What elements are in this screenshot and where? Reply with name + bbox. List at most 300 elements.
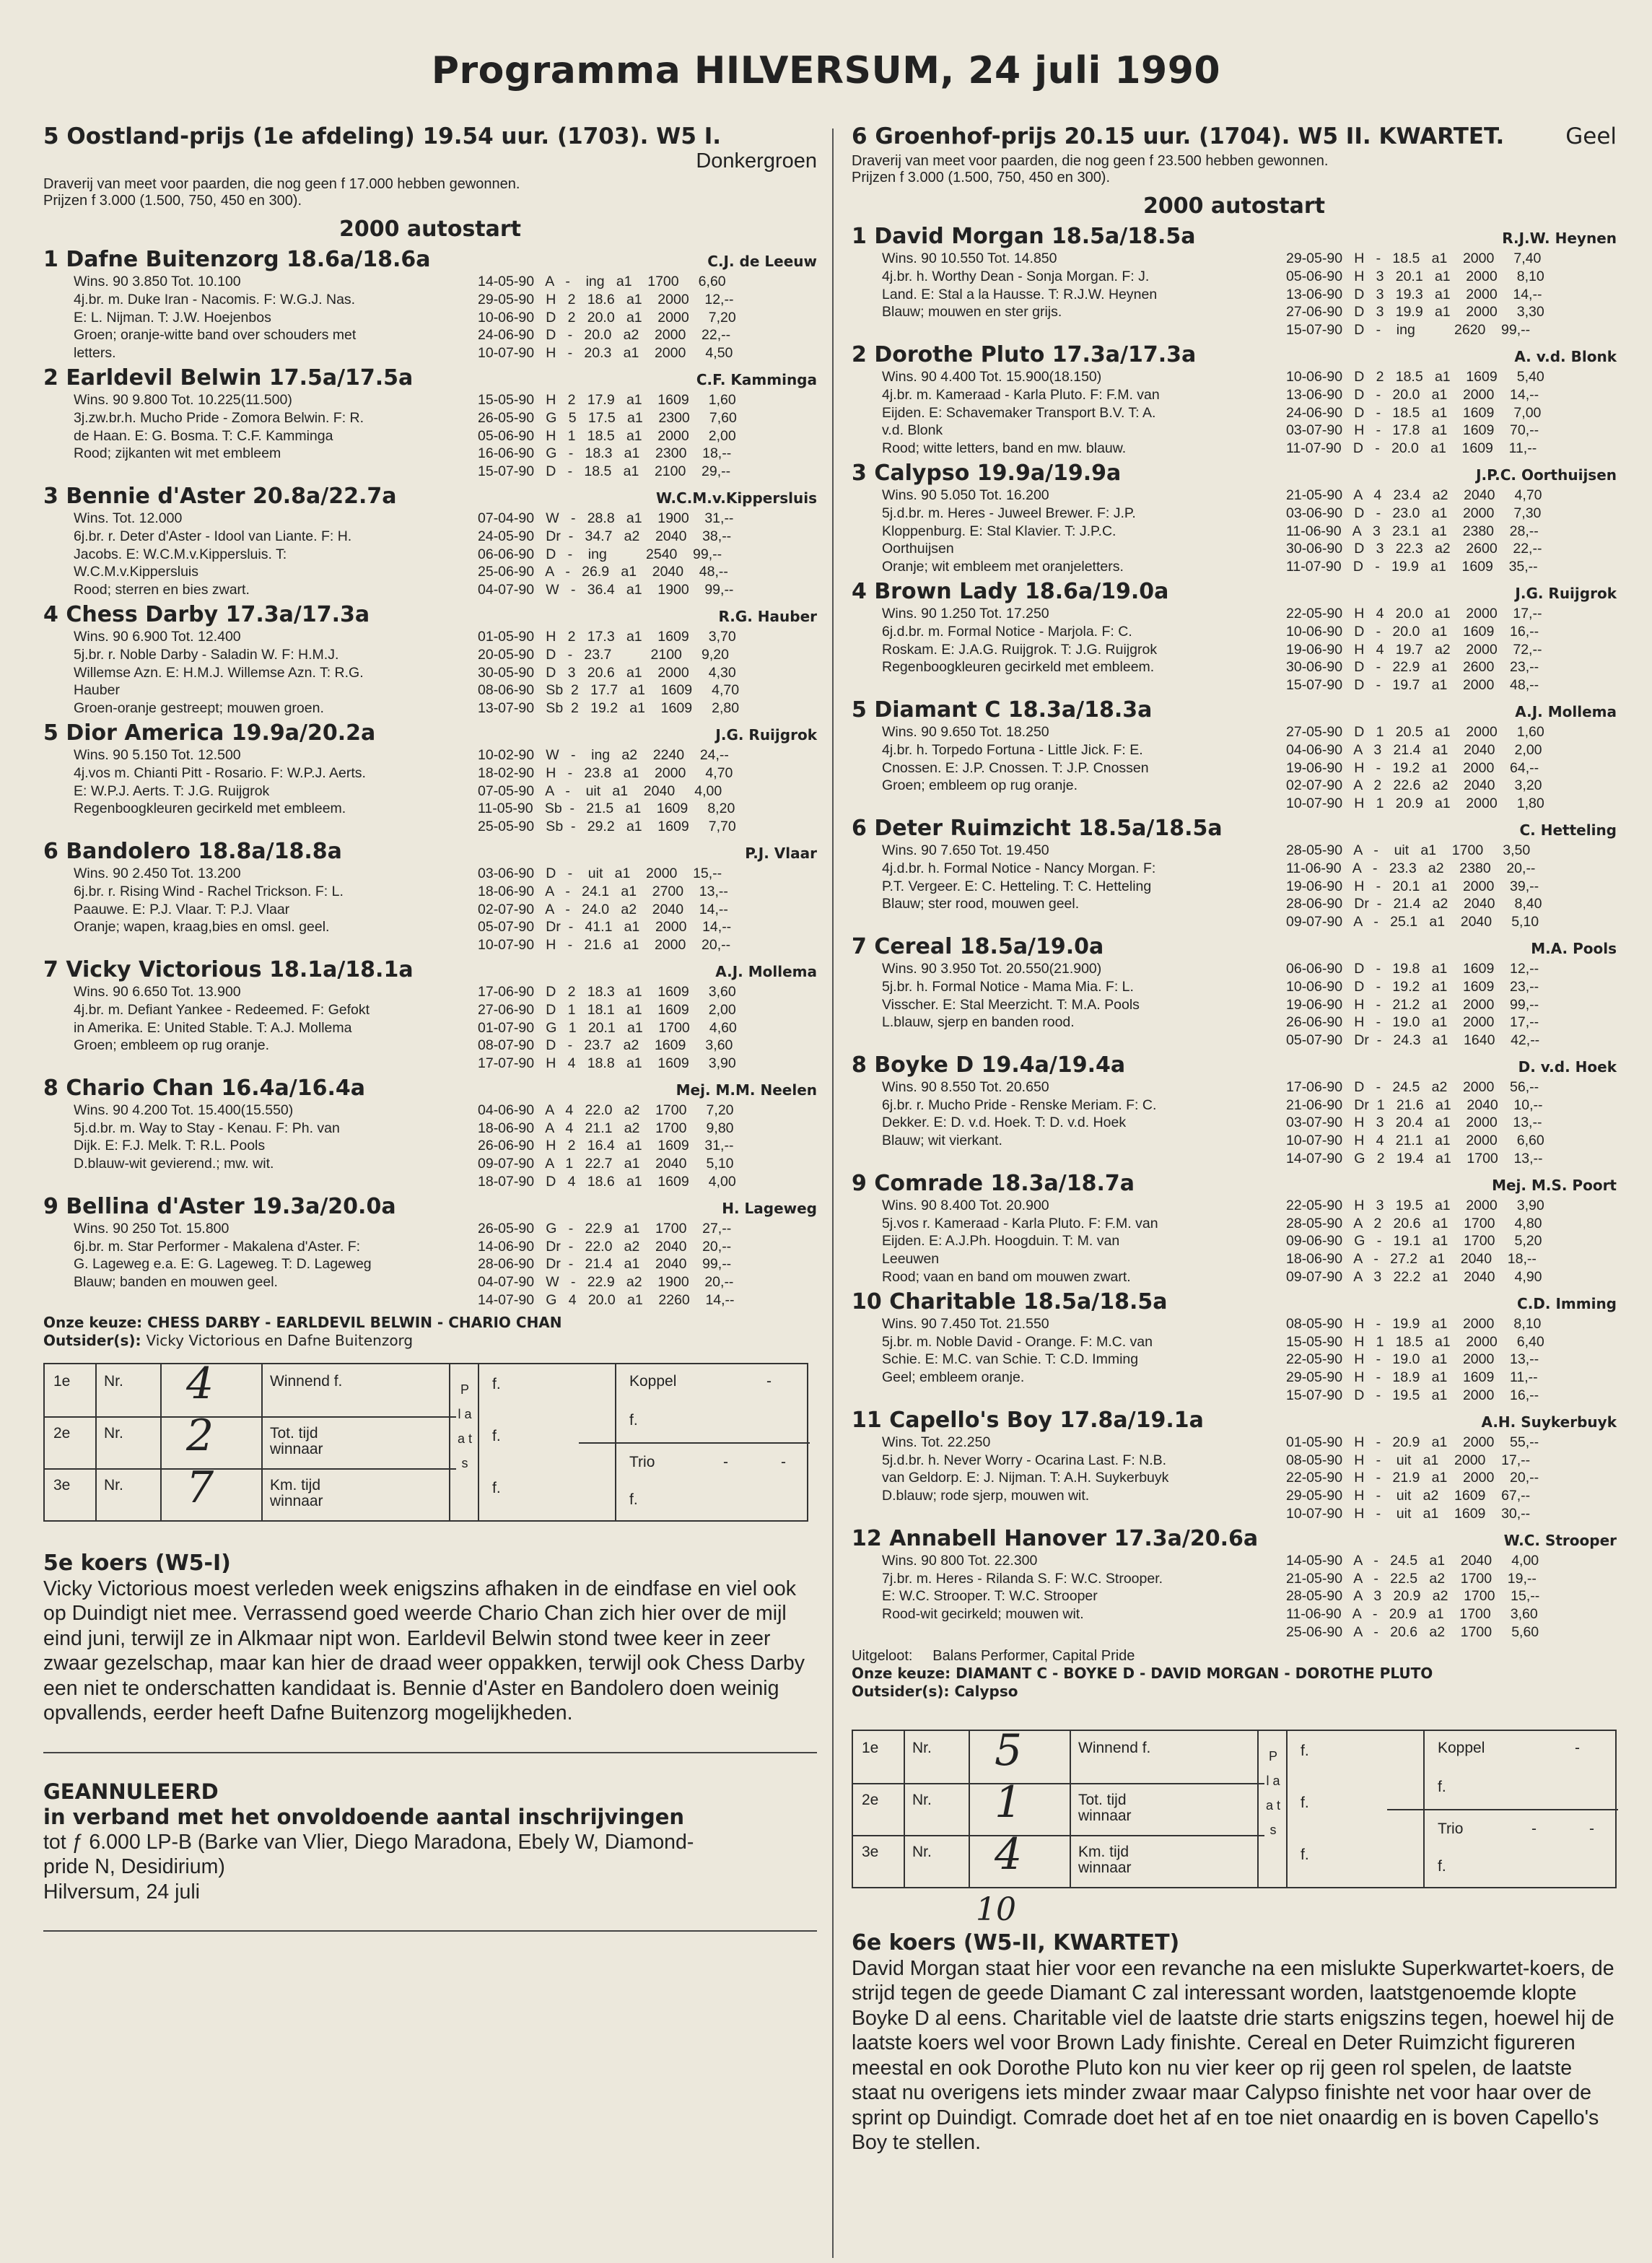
race6-keuze: Onze keuze: DIAMANT C - BOYKE D - DAVID MORGAN - DOROTHE PLUTO: [852, 1664, 1433, 1682]
horse-info-line: 4j.br. h. Torpedo Fortuna - Little Jick. F: E.: [882, 741, 1143, 758]
horse-result-line: 19-06-90 H - 20.1 a1 2000 39,--: [1286, 878, 1539, 894]
horse-result-line: 30-06-90 D - 22.9 a1 2600 23,--: [1286, 659, 1539, 676]
horse-result-line: 08-05-90 H - uit a1 2000 17,--: [1286, 1452, 1531, 1468]
horse-trainer: A.J. Mollema: [1515, 702, 1617, 720]
koers5-title: 5e koers (W5-I): [43, 1550, 231, 1576]
koppel-amount: f.: [1438, 1778, 1446, 1795]
table-rule: [969, 1731, 970, 1887]
horse-info-line: 4j.br. m. Kameraad - Karla Pluto. F: F.M. van: [882, 386, 1160, 403]
horse-result-line: 22-05-90 H 4 20.0 a1 2000 17,--: [1286, 605, 1542, 622]
horse-trainer: D. v.d. Hoek: [1518, 1058, 1617, 1076]
horse-result-line: 15-07-90 D - ing 2620 99,--: [1286, 322, 1531, 339]
table-rule: [579, 1442, 810, 1444]
horse-info: [882, 605, 1286, 694]
horse-info-line: Geel; embleem oranje.: [882, 1369, 1025, 1386]
horse-result-line: 18-07-90 D 4 18.6 a1 1609 4,00: [478, 1174, 736, 1190]
horse-info-line: Wins. 90 6.900 Tot. 12.400: [74, 628, 241, 645]
horse-name: 2 Dorothe Pluto 17.3a/17.3a: [852, 341, 1197, 367]
table-rule: [45, 1416, 456, 1418]
horse-info: [882, 960, 1286, 1050]
horse-result-line: 10-06-90 D - 19.2 a1 1609 23,--: [1286, 978, 1539, 995]
table-rule: [615, 1364, 616, 1520]
horse-info-line: Regenboogkleuren gecirkeld met embleem.: [882, 659, 1155, 676]
horse-result-line: 29-05-90 H - 18.5 a1 2000 7,40: [1286, 250, 1542, 266]
horse-info: [882, 1552, 1286, 1641]
horse-entry: [43, 1194, 817, 1309]
horse-info: [882, 1078, 1286, 1168]
horse-result-line: 28-06-90 Dr - 21.4 a2 2040 8,40: [1286, 896, 1542, 912]
winnaar-label: winnaar: [270, 1440, 323, 1457]
horse-results: [1286, 1315, 1617, 1405]
horse-info-line: 6j.br. r. Deter d'Aster - Idool van Liante. F: H.: [74, 528, 352, 544]
table-rule: [160, 1364, 162, 1520]
nr-label: Nr.: [912, 1843, 932, 1860]
horse-name: 8 Chario Chan 16.4a/16.4a: [43, 1075, 365, 1101]
horse-trainer: A.J. Mollema: [715, 962, 817, 980]
horse-result-line: 14-07-90 G 2 19.4 a1 1700 13,--: [1286, 1151, 1543, 1167]
horse-entry: [852, 579, 1617, 694]
table-rule: [478, 1364, 479, 1520]
horse-name: 5 Dior America 19.9a/20.2a: [43, 720, 376, 746]
race5-desc-line: Draverij van meet voor paarden, die nog geen f 17.000 hebben gewonnen.: [43, 176, 520, 192]
horse-name: 11 Capello's Boy 17.8a/19.1a: [852, 1407, 1204, 1433]
table-rule: [261, 1364, 263, 1520]
horse-info: [74, 746, 478, 836]
horse-entry: [852, 816, 1617, 931]
horse-result-line: 01-07-90 G 1 20.1 a1 1700 4,60: [478, 1019, 737, 1036]
horse-info-line: E: W.C. Strooper. T: W.C. Strooper: [882, 1588, 1098, 1605]
horse-trainer: A.H. Suykerbuyk: [1481, 1413, 1617, 1431]
horse-info-line: Wins. 90 9.800 Tot. 10.225(11.500): [74, 391, 292, 408]
horse-results: [1286, 1552, 1617, 1641]
horse-info-line: P.T. Vergeer. E: C. Hetteling. T: C. Hetteling: [882, 878, 1152, 894]
horse-info-line: Rood; vaan en band om mouwen zwart.: [882, 1269, 1131, 1286]
horse-name: 3 Calypso 19.9a/19.9a: [852, 460, 1122, 486]
race6-outsider: Outsider(s): Calypso: [852, 1682, 1018, 1700]
nr-label: Nr.: [912, 1791, 932, 1808]
horse-result-line: 11-06-90 A - 20.9 a1 1700 3,60: [1286, 1606, 1538, 1623]
horse-entry: [852, 934, 1617, 1050]
horse-info-line: Wins. 90 10.550 Tot. 14.850: [882, 250, 1057, 266]
horse-info-line: Wins. 90 250 Tot. 15.800: [74, 1220, 230, 1237]
race5-outsider: Outsider(s): Vicky Victorious en Dafne Buitenzorg: [43, 1331, 414, 1349]
horse-result-line: 13-07-90 Sb 2 19.2 a1 1609 2,80: [478, 700, 740, 717]
horse-trainer: J.G. Ruijgrok: [715, 725, 817, 744]
horse-info-line: 4j.br. m. Duke Iran - Nacomis. F: W.G.J. Nas.: [74, 291, 356, 308]
koers5-text: Vicky Victorious moest verleden week enigszins afhaken in de eindfase en viel ook op Duindigt niet mee. Verrassend goed weerde Chario Chan zich hier over de mijl eind juni, terwijl ze in Alkmaar nipt won. Earldevil Belwin stond twee keer in zeer zwaar gezelschap, maar kan hier de draad weer oppakken, terwijl ook Chess Darby een niet te onderschatten kandidaat is. Bennie d'Aster en Bandolero doen weinig opvallends, eerder heeft Dafne Buitenzorg mogelijkheden.: [43, 1577, 805, 1725]
horse-name: 4 Chess Darby 17.3a/17.3a: [43, 601, 370, 627]
horse-result-line: 29-05-90 H - 18.9 a1 1609 11,--: [1286, 1369, 1538, 1386]
horse-result-line: 03-07-90 H - 17.8 a1 1609 70,--: [1286, 422, 1539, 439]
horse-info-line: Wins. 90 800 Tot. 22.300: [882, 1552, 1038, 1569]
horse-info-line: de Haan. E: G. Bosma. T: C.F. Kamminga: [74, 427, 333, 444]
horse-result-line: 24-05-90 Dr - 34.7 a2 2040 38,--: [478, 528, 732, 544]
amount-label: f.: [492, 1479, 501, 1496]
horse-result-line: 06-06-90 D - 19.8 a1 1609 12,--: [1286, 960, 1539, 977]
horse-results: [478, 391, 817, 481]
horse-result-line: 10-06-90 D - 20.0 a1 1609 16,--: [1286, 623, 1539, 640]
handwritten-number: 4: [186, 1358, 214, 1409]
page-title: Programma HILVERSUM, 24 juli 1990: [431, 49, 1221, 92]
place-label: 2e: [53, 1424, 71, 1442]
horse-entry: [43, 247, 817, 362]
horse-info-line: Groen; embleem op rug oranje.: [882, 777, 1078, 794]
winnend-label: Winnend f.: [1078, 1739, 1151, 1756]
horse-info-line: D.blauw-wit gevierend.; mw. wit.: [74, 1156, 274, 1172]
horse-result-line: 01-05-90 H 2 17.3 a1 1609 3,70: [478, 628, 736, 645]
horse-info-line: Blauw; mouwen en ster grijs.: [882, 304, 1062, 321]
horse-info-line: G. Lageweg e.a. E: G. Lageweg. T: D. Lageweg: [74, 1256, 372, 1273]
horse-info-line: Wins. Tot. 22.250: [882, 1434, 991, 1450]
annul-line: Hilversum, 24 juli: [43, 1880, 200, 1904]
horse-entry: [852, 1052, 1617, 1168]
horse-info-line: 5j.vos r. Kameraad - Karla Pluto. F: F.M. van: [882, 1215, 1158, 1231]
horse-info-line: Wins. 90 8.550 Tot. 20.650: [882, 1078, 1049, 1095]
horse-info-line: W.C.M.v.Kippersluis: [74, 564, 199, 580]
horse-result-line: 08-07-90 D - 23.7 a2 1609 3,60: [478, 1037, 733, 1054]
tot-tijd-label: Tot. tijd: [270, 1424, 318, 1442]
handwritten-number: 7: [186, 1462, 214, 1513]
horse-result-line: 21-06-90 Dr 1 21.6 a1 2040 10,--: [1286, 1096, 1543, 1113]
horse-trainer: A. v.d. Blonk: [1514, 347, 1617, 365]
horse-result-line: 14-07-90 G 4 20.0 a1 2260 14,--: [478, 1292, 735, 1309]
horse-result-line: 11-06-90 A 3 23.1 a1 2380 28,--: [1286, 523, 1539, 539]
horse-result-line: 21-05-90 A - 22.5 a2 1700 19,--: [1286, 1570, 1537, 1587]
divider: [43, 1930, 817, 1932]
horse-info-line: 5j.br. m. Noble David - Orange. F: M.C. van: [882, 1333, 1153, 1350]
horse-info: [74, 628, 478, 718]
horse-info-line: Oorthuijsen: [882, 541, 954, 557]
plaats-label: P l a a t s: [1266, 1748, 1281, 1837]
horse-result-line: 10-07-90 H 1 20.9 a1 2000 1,80: [1286, 795, 1544, 812]
horse-name: 4 Brown Lady 18.6a/19.0a: [852, 578, 1169, 604]
horse-name: 9 Bellina d'Aster 19.3a/20.0a: [43, 1193, 396, 1219]
horse-entry: [43, 484, 817, 599]
horse-results: [1286, 1434, 1617, 1523]
horse-results: [1286, 487, 1617, 576]
horse-info-line: Oranje; wapen, kraag,bies en omsl. geel.: [74, 919, 330, 936]
horse-entry: [43, 839, 817, 954]
race6-uitgeloot: Uitgeloot: Balans Performer, Capital Pride: [852, 1647, 1135, 1664]
horse-result-line: 19-06-90 H - 19.2 a1 2000 64,--: [1286, 759, 1539, 776]
horse-info: [74, 1220, 478, 1309]
horse-info-line: Rood; witte letters, band en mw. blauw.: [882, 440, 1127, 457]
trio-label: Trio: [629, 1453, 655, 1470]
horse-result-line: 18-06-90 A 4 21.1 a2 1700 9,80: [478, 1120, 734, 1136]
horse-trainer: P.J. Vlaar: [745, 844, 817, 862]
horse-result-line: 18-06-90 A - 24.1 a1 2700 13,--: [478, 883, 728, 899]
horse-name: 10 Charitable 18.5a/18.5a: [852, 1289, 1168, 1314]
dash: -: [1589, 1820, 1594, 1837]
horse-result-line: 30-06-90 D 3 22.3 a2 2600 22,--: [1286, 541, 1542, 557]
race5-prizes: Prijzen f 3.000 (1.500, 750, 450 en 300).: [43, 193, 302, 209]
table-rule: [1387, 1809, 1618, 1810]
horse-name: 6 Deter Ruimzicht 18.5a/18.5a: [852, 815, 1223, 841]
horse-result-line: 09-07-90 A - 25.1 a1 2040 5,10: [1286, 914, 1539, 930]
horse-info-line: 6j.br. r. Mucho Pride - Renske Meriam. F: C.: [882, 1096, 1157, 1113]
horse-info-line: Eijden. E: Schavemaker Transport B.V. T: A.: [882, 404, 1156, 421]
horse-result-line: 11-06-90 A - 23.3 a2 2380 20,--: [1286, 860, 1536, 876]
horse-info-line: Wins. 90 6.650 Tot. 13.900: [74, 983, 241, 1000]
horse-info-line: 4j.br. h. Worthy Dean - Sonja Morgan. F: J.: [882, 268, 1150, 284]
horse-info-line: Wins. 90 8.400 Tot. 20.900: [882, 1197, 1049, 1213]
horse-entry: [852, 461, 1617, 576]
horse-info-line: 4j.br. m. Defiant Yankee - Redeemed. F: Gefokt: [74, 1001, 370, 1018]
horse-name: 1 Dafne Buitenzorg 18.6a/18.6a: [43, 247, 431, 272]
horse-info: [74, 273, 478, 362]
horse-trainer: W.C. Strooper: [1503, 1531, 1617, 1549]
horse-result-line: 08-05-90 H - 19.9 a1 2000 8,10: [1286, 1315, 1542, 1332]
horse-info-line: Wins. 90 3.850 Tot. 10.100: [74, 274, 241, 289]
winnend-label: Winnend f.: [270, 1372, 343, 1390]
horse-result-line: 14-05-90 A - 24.5 a1 2040 4,00: [1286, 1552, 1539, 1569]
horse-entry: [852, 1289, 1617, 1405]
horse-result-line: 17-06-90 D 2 18.3 a1 1609 3,60: [478, 983, 736, 1000]
left-column: [43, 123, 817, 1958]
horse-result-line: 15-07-90 D - 19.5 a1 2000 16,--: [1286, 1387, 1539, 1404]
horse-result-line: 27-05-90 D 1 20.5 a1 2000 1,60: [1286, 723, 1544, 740]
horse-result-line: 26-06-90 H 2 16.4 a1 1609 31,--: [478, 1138, 734, 1154]
horse-trainer: C.F. Kamminga: [696, 370, 817, 388]
horse-name: 2 Earldevil Belwin 17.5a/17.5a: [43, 365, 414, 391]
horse-info-line: 3j.zw.br.h. Mucho Pride - Zomora Belwin. F: R.: [74, 409, 364, 426]
horse-result-line: 03-07-90 H 3 20.4 a1 2000 13,--: [1286, 1115, 1542, 1131]
race6-title: 6 Groenhof-prijs 20.15 uur. (1704). W5 II. KWARTET. Geel: [852, 123, 1617, 149]
horse-result-line: 30-05-90 D 3 20.6 a1 2000 4,30: [478, 664, 736, 681]
horse-result-line: 14-06-90 Dr - 22.0 a2 2040 20,--: [478, 1238, 732, 1255]
horse-info-line: in Amerika. E: United Stable. T: A.J. Mollema: [74, 1019, 352, 1036]
handwritten-number: 5: [995, 1724, 1023, 1776]
race6-desc: [852, 153, 1617, 186]
horse-info-line: Schie. E: M.C. van Schie. T: C.D. Imming: [882, 1351, 1139, 1368]
table-rule: [904, 1731, 905, 1887]
race6-color: Geel: [1565, 123, 1617, 149]
horse-entry: [852, 1171, 1617, 1286]
horse-info-line: Jacobs. E: W.C.M.v.Kippersluis. T:: [74, 546, 287, 562]
nr-label: Nr.: [912, 1739, 932, 1756]
horse-info-line: Roskam. E: J.A.G. Ruijgrok. T: J.G. Ruijgrok: [882, 641, 1158, 658]
horse-info-line: Hauber: [74, 682, 120, 699]
horse-results: [1286, 250, 1617, 339]
horse-entry: [852, 1526, 1617, 1641]
handwritten-number: 1: [995, 1776, 1023, 1828]
horse-results: [478, 1102, 817, 1191]
place-label: 1e: [862, 1739, 879, 1756]
dash: -: [723, 1453, 728, 1470]
koers6-title: 6e koers (W5-II, KWARTET): [852, 1930, 1180, 1955]
horse-result-line: 05-07-90 Dr - 24.3 a1 1640 42,--: [1286, 1032, 1540, 1049]
horse-info: [882, 368, 1286, 458]
horse-results: [478, 510, 817, 599]
horse-entry: [43, 1076, 817, 1191]
horse-info-line: Visscher. E: Stal Meerzicht. T: M.A. Pools: [882, 996, 1140, 1013]
horse-info-line: Rood; zijkanten wit met embleem: [74, 445, 281, 462]
horse-name: 7 Cereal 18.5a/19.0a: [852, 933, 1104, 959]
table-rule: [45, 1468, 456, 1470]
horse-name: 8 Boyke D 19.4a/19.4a: [852, 1052, 1126, 1078]
horse-info-line: 6j.br. m. Star Performer - Makalena d'Aster. F:: [74, 1238, 361, 1255]
horse-result-line: 29-05-90 H 2 18.6 a1 2000 12,--: [478, 291, 734, 308]
race5-title: 5 Oostland-prijs (1e afdeling) 19.54 uur. (1703). W5 I.: [43, 123, 722, 149]
horse-result-line: 04-07-90 W - 22.9 a2 1900 20,--: [478, 1274, 734, 1291]
table-rule: [1070, 1731, 1071, 1887]
place-label: 3e: [53, 1476, 71, 1494]
horse-result-line: 22-05-90 H - 19.0 a1 2000 13,--: [1286, 1351, 1539, 1368]
trio-amount: f.: [629, 1491, 638, 1508]
horse-result-line: 21-05-90 A 4 23.4 a2 2040 4,70: [1286, 487, 1542, 503]
horse-result-line: 10-06-90 D 2 20.0 a1 2000 7,20: [478, 309, 736, 326]
horse-result-line: 15-05-90 H 1 18.5 a1 2000 6,40: [1286, 1333, 1544, 1350]
horse-info-line: Rood-wit gecirkeld; mouwen wit.: [882, 1606, 1084, 1623]
horse-result-line: 05-06-90 H 1 18.5 a1 2000 2,00: [478, 427, 736, 444]
dash: -: [781, 1453, 786, 1470]
horse-result-line: 02-07-90 A - 24.0 a2 2040 14,--: [478, 901, 728, 917]
horse-result-line: 13-06-90 D - 20.0 a1 2000 14,--: [1286, 386, 1539, 403]
horse-info-line: Willemse Azn. E: H.M.J. Willemse Azn. T: R.G.: [74, 664, 364, 681]
horse-result-line: 27-06-90 D 3 19.9 a1 2000 3,30: [1286, 304, 1544, 321]
horse-info-line: 6j.d.br. m. Formal Notice - Marjola. F: C.: [882, 623, 1132, 640]
dash: -: [1531, 1820, 1537, 1837]
horse-results: [1286, 368, 1617, 458]
horse-info-line: Wins. 90 1.250 Tot. 17.250: [882, 605, 1049, 622]
trio-amount: f.: [1438, 1857, 1446, 1875]
horse-results: [478, 1220, 817, 1309]
horse-result-line: 28-05-90 A - uit a1 1700 3,50: [1286, 842, 1531, 858]
horse-info-line: letters.: [74, 345, 116, 362]
horse-info-line: 5j.d.br. h. Never Worry - Ocarina Last. F: N.B.: [882, 1452, 1167, 1468]
nr-label: Nr.: [104, 1476, 123, 1494]
horse-result-line: 08-06-90 Sb 2 17.7 a1 1609 4,70: [478, 682, 740, 699]
race6-autostart: 2000 autostart: [1142, 193, 1326, 219]
horse-results: [478, 983, 817, 1073]
horse-result-line: 10-07-90 H - 20.3 a1 2000 4,50: [478, 345, 733, 362]
divider: [43, 1752, 817, 1753]
horse-result-line: 11-07-90 D - 19.9 a1 1609 35,--: [1286, 559, 1538, 575]
horse-info-line: Wins. 90 3.950 Tot. 20.550(21.900): [882, 960, 1102, 977]
horse-results: [478, 628, 817, 718]
horse-result-line: 22-05-90 H - 21.9 a1 2000 20,--: [1286, 1470, 1539, 1486]
handwritten-number: 2: [186, 1410, 214, 1461]
horse-results: [478, 865, 817, 954]
horse-result-line: 11-05-90 Sb - 21.5 a1 1609 8,20: [478, 801, 735, 817]
horse-info: [882, 842, 1286, 931]
horse-name: 1 David Morgan 18.5a/18.5a: [852, 224, 1196, 249]
race5-desc: [43, 176, 817, 209]
horse-result-line: 19-06-90 H - 21.2 a1 2000 99,--: [1286, 996, 1539, 1013]
horse-result-line: 05-07-90 Dr - 41.1 a1 2000 14,--: [478, 919, 732, 936]
horse-name: 12 Annabell Hanover 17.3a/20.6a: [852, 1525, 1259, 1551]
horse-result-line: 10-07-90 H - 21.6 a1 2000 20,--: [478, 937, 731, 954]
horse-info-line: 5j.br. r. Noble Darby - Saladin W. F: H.M.J.: [74, 646, 339, 663]
horse-info: [74, 983, 478, 1073]
horse-info-line: Regenboogkleuren gecirkeld met embleem.: [74, 801, 346, 817]
horse-info-line: Land. E: Stal a la Hausse. T: R.J.W. Heynen: [882, 286, 1158, 302]
race5-autostart: 2000 autostart: [338, 217, 522, 242]
horse-info-line: Dijk. E: F.J. Melk. T: R.L. Pools: [74, 1138, 266, 1154]
horse-entry: [852, 342, 1617, 458]
horse-info-line: Blauw; ster rood, mouwen geel.: [882, 896, 1080, 912]
horse-info-line: Wins. 90 4.200 Tot. 15.400(15.550): [74, 1102, 294, 1118]
horse-info-line: 4j.vos m. Chianti Pitt - Rosario. F: W.P.J. Aerts.: [74, 764, 366, 781]
annul-title: GEANNULEERD: [43, 1779, 219, 1804]
horse-result-line: 16-06-90 G - 18.3 a1 2300 18,--: [478, 445, 732, 462]
horse-info-line: Wins. 90 4.400 Tot. 15.900(18.150): [882, 368, 1102, 385]
horse-result-line: 24-06-90 D - 18.5 a1 1609 7,00: [1286, 404, 1542, 421]
amount-label: f.: [492, 1375, 501, 1392]
horse-info-line: Dekker. E: D. v.d. Hoek. T: D. v.d. Hoek: [882, 1115, 1127, 1131]
horse-info-line: Wins. 90 5.050 Tot. 16.200: [882, 487, 1049, 503]
horse-result-line: 15-07-90 D - 19.7 a1 2000 48,--: [1286, 677, 1539, 694]
horse-trainer: H. Lageweg: [722, 1199, 817, 1217]
table-rule: [1286, 1731, 1288, 1887]
horse-result-line: 04-06-90 A 3 21.4 a1 2040 2,00: [1286, 741, 1542, 758]
amount-label: f.: [1301, 1742, 1309, 1759]
horse-info-line: Oranje; wit embleem met oranjeletters.: [882, 559, 1124, 575]
horse-info-line: L.blauw, sjerp en banden rood.: [882, 1014, 1075, 1031]
horse-result-line: 15-05-90 H 2 17.9 a1 1609 1,60: [478, 391, 736, 408]
table-rule: [449, 1364, 450, 1520]
horse-result-line: 15-07-90 D - 18.5 a1 2100 29,--: [478, 463, 731, 480]
horse-info-line: Wins. 90 5.150 Tot. 12.500: [74, 746, 241, 763]
koppel-label: Koppel: [1438, 1739, 1485, 1756]
horse-result-line: 29-05-90 H - uit a2 1609 67,--: [1286, 1488, 1531, 1504]
horse-trainer: C. Hetteling: [1519, 821, 1617, 839]
horse-trainer: Mej. M.S. Poort: [1492, 1176, 1617, 1194]
horse-info-line: Eijden. E: A.J.Ph. Hoogduin. T: M. van: [882, 1233, 1120, 1250]
annul-line: tot ƒ 6.000 LP-B (Barke van Vlier, Diego Maradona, Ebely W, Diamond-: [43, 1830, 694, 1854]
horse-result-line: 25-06-90 A - 20.6 a2 1700 5,60: [1286, 1624, 1539, 1641]
km-tijd-label: Km. tijd: [1078, 1843, 1129, 1860]
race5-keuze: Onze keuze: CHESS DARBY - EARLDEVIL BELWIN - CHARIO CHAN: [43, 1313, 562, 1331]
horse-info-line: D.blauw; rode sjerp, mouwen wit.: [882, 1488, 1090, 1504]
horse-info: [882, 1315, 1286, 1405]
koppel-amount: f.: [629, 1411, 638, 1429]
horse-result-line: 26-05-90 G 5 17.5 a1 2300 7,60: [478, 409, 737, 426]
horse-info-line: Blauw; wit vierkant.: [882, 1133, 1002, 1149]
koppel-label: Koppel: [629, 1372, 677, 1390]
horse-info-line: 5j.d.br. m. Way to Stay - Kenau. F: Ph. van: [74, 1120, 340, 1136]
horse-info-line: Paauwe. E: P.J. Vlaar. T: P.J. Vlaar: [74, 901, 290, 917]
table-rule: [1423, 1731, 1425, 1887]
horse-result-line: 13-06-90 D 3 19.3 a1 2000 14,--: [1286, 286, 1542, 302]
amount-label: f.: [1301, 1794, 1309, 1811]
tot-tijd-label: Tot. tijd: [1078, 1791, 1127, 1808]
horse-results: [1286, 605, 1617, 694]
horse-trainer: W.C.M.v.Kippersluis: [656, 489, 817, 507]
dash: -: [1575, 1739, 1580, 1756]
horse-trainer: J.G. Ruijgrok: [1515, 584, 1617, 602]
horse-result-line: 28-06-90 Dr - 21.4 a1 2040 99,--: [478, 1256, 732, 1273]
dash: -: [766, 1372, 772, 1390]
koers6-text: David Morgan staat hier voor een revanche na een mislukte Superkwartet-koers, de strijd tegen de geede Diamant C zal interessant worden, laatstgenoemde klopte Boyke D al eens. Charitable viel de laatste drie starts enigszins tegen, hoewel hij de laatste koers wel voor Brown Lady finishte. Cereal en Deter Ruimzicht figureren meestal en ook Dorothe Pluto kon nu vier keer op rij geen rol spelen, de laatste staat nu overigens iets minder zwaar maar Calypso finishte net voor haar over de sprint op Duindigt. Comrade doet het af en toe niet onaardig en is boven Capello's Boy te stellen.: [852, 1956, 1614, 2155]
horse-result-line: 10-06-90 D 2 18.5 a1 1609 5,40: [1286, 368, 1544, 385]
horse-entry: [852, 697, 1617, 813]
right-column: [852, 123, 1617, 2155]
horse-result-line: 06-06-90 D - ing 2540 99,--: [478, 546, 722, 562]
horse-info-line: 5j.br. h. Formal Notice - Mama Mia. F: L.: [882, 978, 1134, 995]
horse-results: [1286, 960, 1617, 1050]
amount-label: f.: [1301, 1846, 1309, 1863]
horse-info: [74, 1102, 478, 1191]
horse-result-line: 26-06-90 H - 19.0 a1 2000 17,--: [1286, 1014, 1539, 1031]
place-label: 3e: [862, 1843, 879, 1860]
horse-info-line: Groen; embleem op rug oranje.: [74, 1037, 269, 1054]
horse-info-line: 4j.d.br. h. Formal Notice - Nancy Morgan. F:: [882, 860, 1156, 876]
place-label: 2e: [862, 1791, 879, 1808]
horse-result-line: 27-06-90 D 1 18.1 a1 1609 2,00: [478, 1001, 736, 1018]
horse-results: [1286, 1078, 1617, 1168]
horse-result-line: 03-06-90 D - uit a1 2000 15,--: [478, 865, 722, 881]
